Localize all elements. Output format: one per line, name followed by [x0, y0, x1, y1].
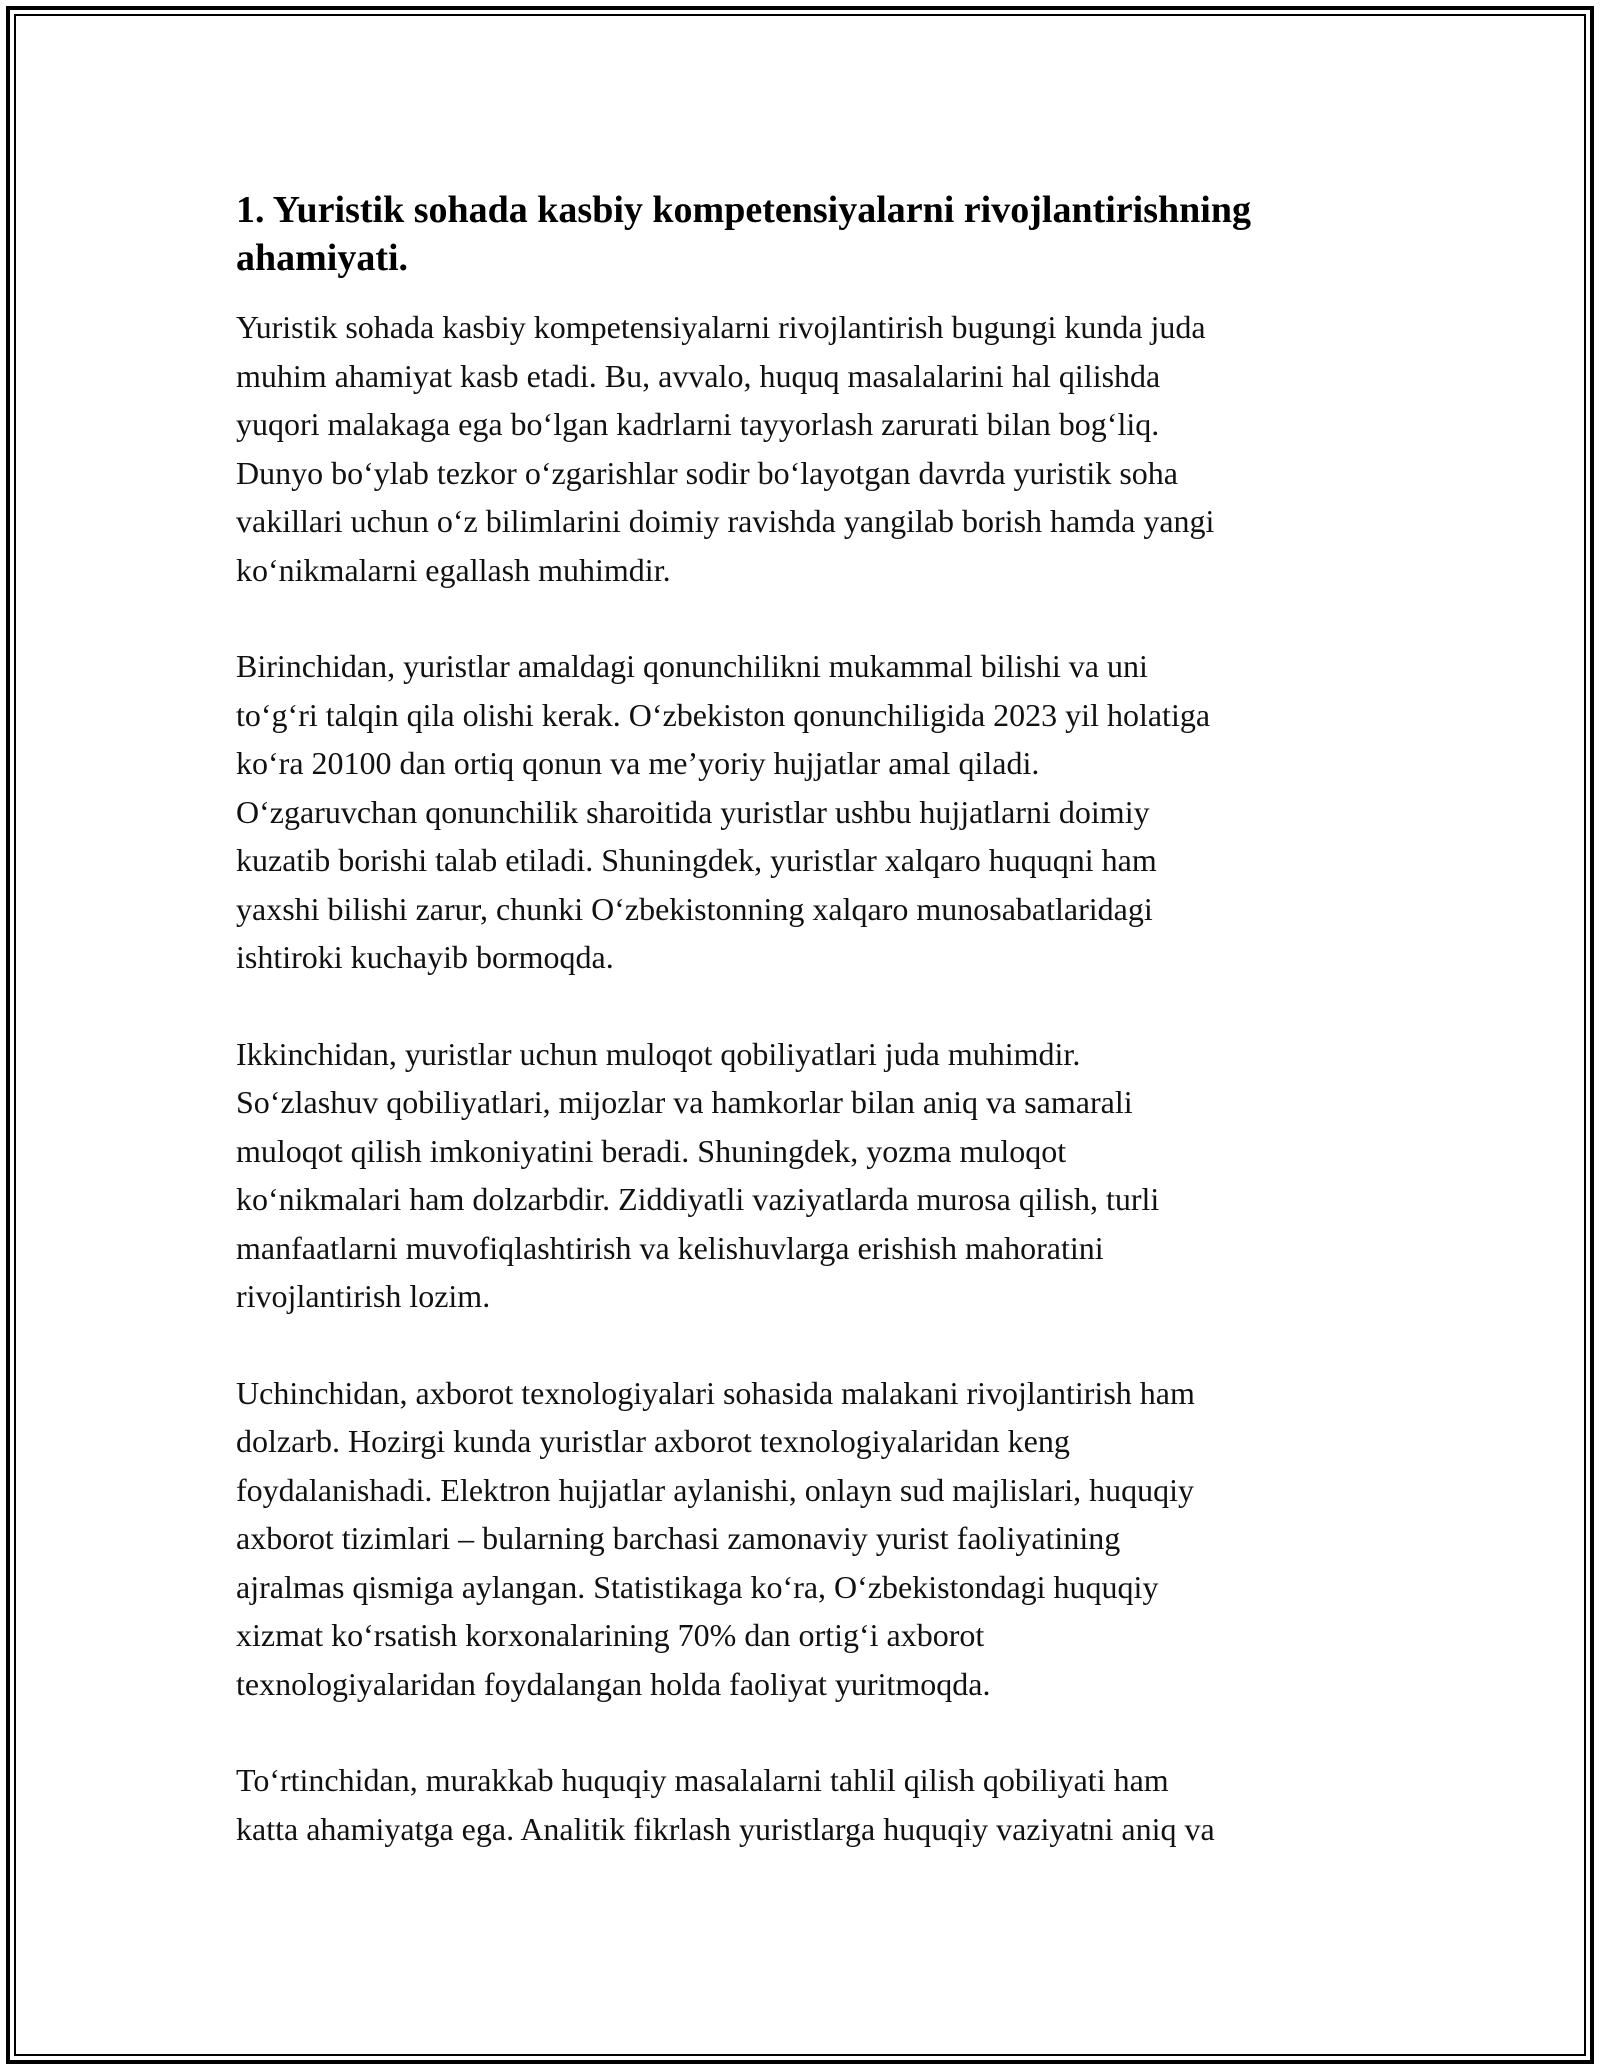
text-line: To‘rtinchidan, murakkab huquqiy masalalarni tahlil qilish qobiliyati ham: [236, 1762, 1169, 1798]
text-line: kuzatib borishi talab etiladi. Shuningdek, yuristlar xalqaro huquqni ham: [236, 842, 1157, 878]
text-line: Uchinchidan, axborot texnologiyalari sohasida malakani rivojlantirish ham: [236, 1374, 1195, 1411]
paragraph-third-point: [236, 1369, 1372, 1709]
text-line: texnologiyalaridan foydalangan holda faoliyat yuritmoqda.: [236, 1665, 991, 1702]
text-line: ishtiroki kuchayib bormoqda.: [236, 939, 614, 975]
text-line: ko‘nikmalarni egallash muhimdir.: [236, 551, 671, 588]
text-line: axborot tizimlari – bularning barchasi zamonaviy yurist faoliyatining: [236, 1520, 1121, 1556]
heading-line: ahamiyati.: [236, 237, 409, 279]
text-line: ko‘nikmalari ham dolzarbdir. Ziddiyatli vaziyatlarda murosa qilish, turli: [236, 1181, 1160, 1217]
text-line: O‘zgaruvchan qonunchilik sharoitida yuristlar ushbu hujjatlarni doimiy: [236, 793, 1150, 830]
paragraph-second-point: [236, 1030, 1372, 1321]
text-line: Birinchidan, yuristlar amaldagi qonunchilikni mukammal bilishi va uni: [236, 648, 1148, 684]
text-line: So‘zlashuv qobiliyatlari, mijozlar va hamkorlar bilan aniq va samarali: [236, 1084, 1133, 1120]
text-line: yuqori malakaga ega bo‘lgan kadrlarni tayyorlash zarurati bilan bog‘liq.: [236, 406, 1160, 442]
text-line: Dunyo bo‘ylab tezkor o‘zgarishlar sodir bo‘layotgan davrda yuristik soha: [236, 454, 1178, 491]
paragraph-intro: [236, 303, 1372, 594]
text-line: to‘g‘ri talqin qila olishi kerak. O‘zbekiston qonunchiligida 2023 yil holatiga: [236, 696, 1211, 733]
text-line: ko‘ra 20100 dan ortiq qonun va me’yoriy hujjatlar amal qiladi.: [236, 745, 1040, 781]
document-body: [236, 186, 1372, 1853]
heading-line: 1. Yuristik sohada kasbiy kompetensiyalarni rivojlantirishning: [236, 189, 1251, 231]
text-line: Yuristik sohada kasbiy kompetensiyalarni rivojlantirish bugungi kunda juda: [236, 309, 1206, 345]
paragraph-first-point: [236, 642, 1372, 982]
section-heading: [236, 186, 1372, 282]
text-line: katta ahamiyatga ega. Analitik fikrlash yuristlarga huquqiy vaziyatni aniq va: [236, 1810, 1215, 1847]
text-line: muhim ahamiyat kasb etadi. Bu, avvalo, huquq masalalarini hal qilishda: [236, 357, 1161, 394]
text-line: ajralmas qismiga aylangan. Statistikaga ko‘ra, O‘zbekistondagi huquqiy: [236, 1568, 1159, 1605]
text-line: dolzarb. Hozirgi kunda yuristlar axborot texnologiyalaridan keng: [236, 1423, 1070, 1459]
text-line: rivojlantirish lozim.: [236, 1278, 491, 1314]
text-line: vakillari uchun o‘z bilimlarini doimiy ravishda yangilab borish hamda yangi: [236, 503, 1215, 539]
text-line: muloqot qilish imkoniyatini beradi. Shuningdek, yozma muloqot: [236, 1132, 1067, 1169]
text-line: manfaatlarni muvofiqlashtirish va kelishuvlarga erishish mahoratini: [236, 1229, 1104, 1266]
paragraph-fourth-point: [236, 1756, 1372, 1853]
text-line: foydalanishadi. Elektron hujjatlar aylanishi, onlayn sud majlislari, huquqiy: [236, 1471, 1195, 1508]
text-line: yaxshi bilishi zarur, chunki O‘zbekistonning xalqaro munosabatlaridagi: [236, 890, 1153, 927]
text-line: Ikkinchidan, yuristlar uchun muloqot qobiliyatlari juda muhimdir.: [236, 1035, 1081, 1072]
text-line: xizmat ko‘rsatish korxonalarining 70% dan ortig‘i axborot: [236, 1617, 985, 1653]
